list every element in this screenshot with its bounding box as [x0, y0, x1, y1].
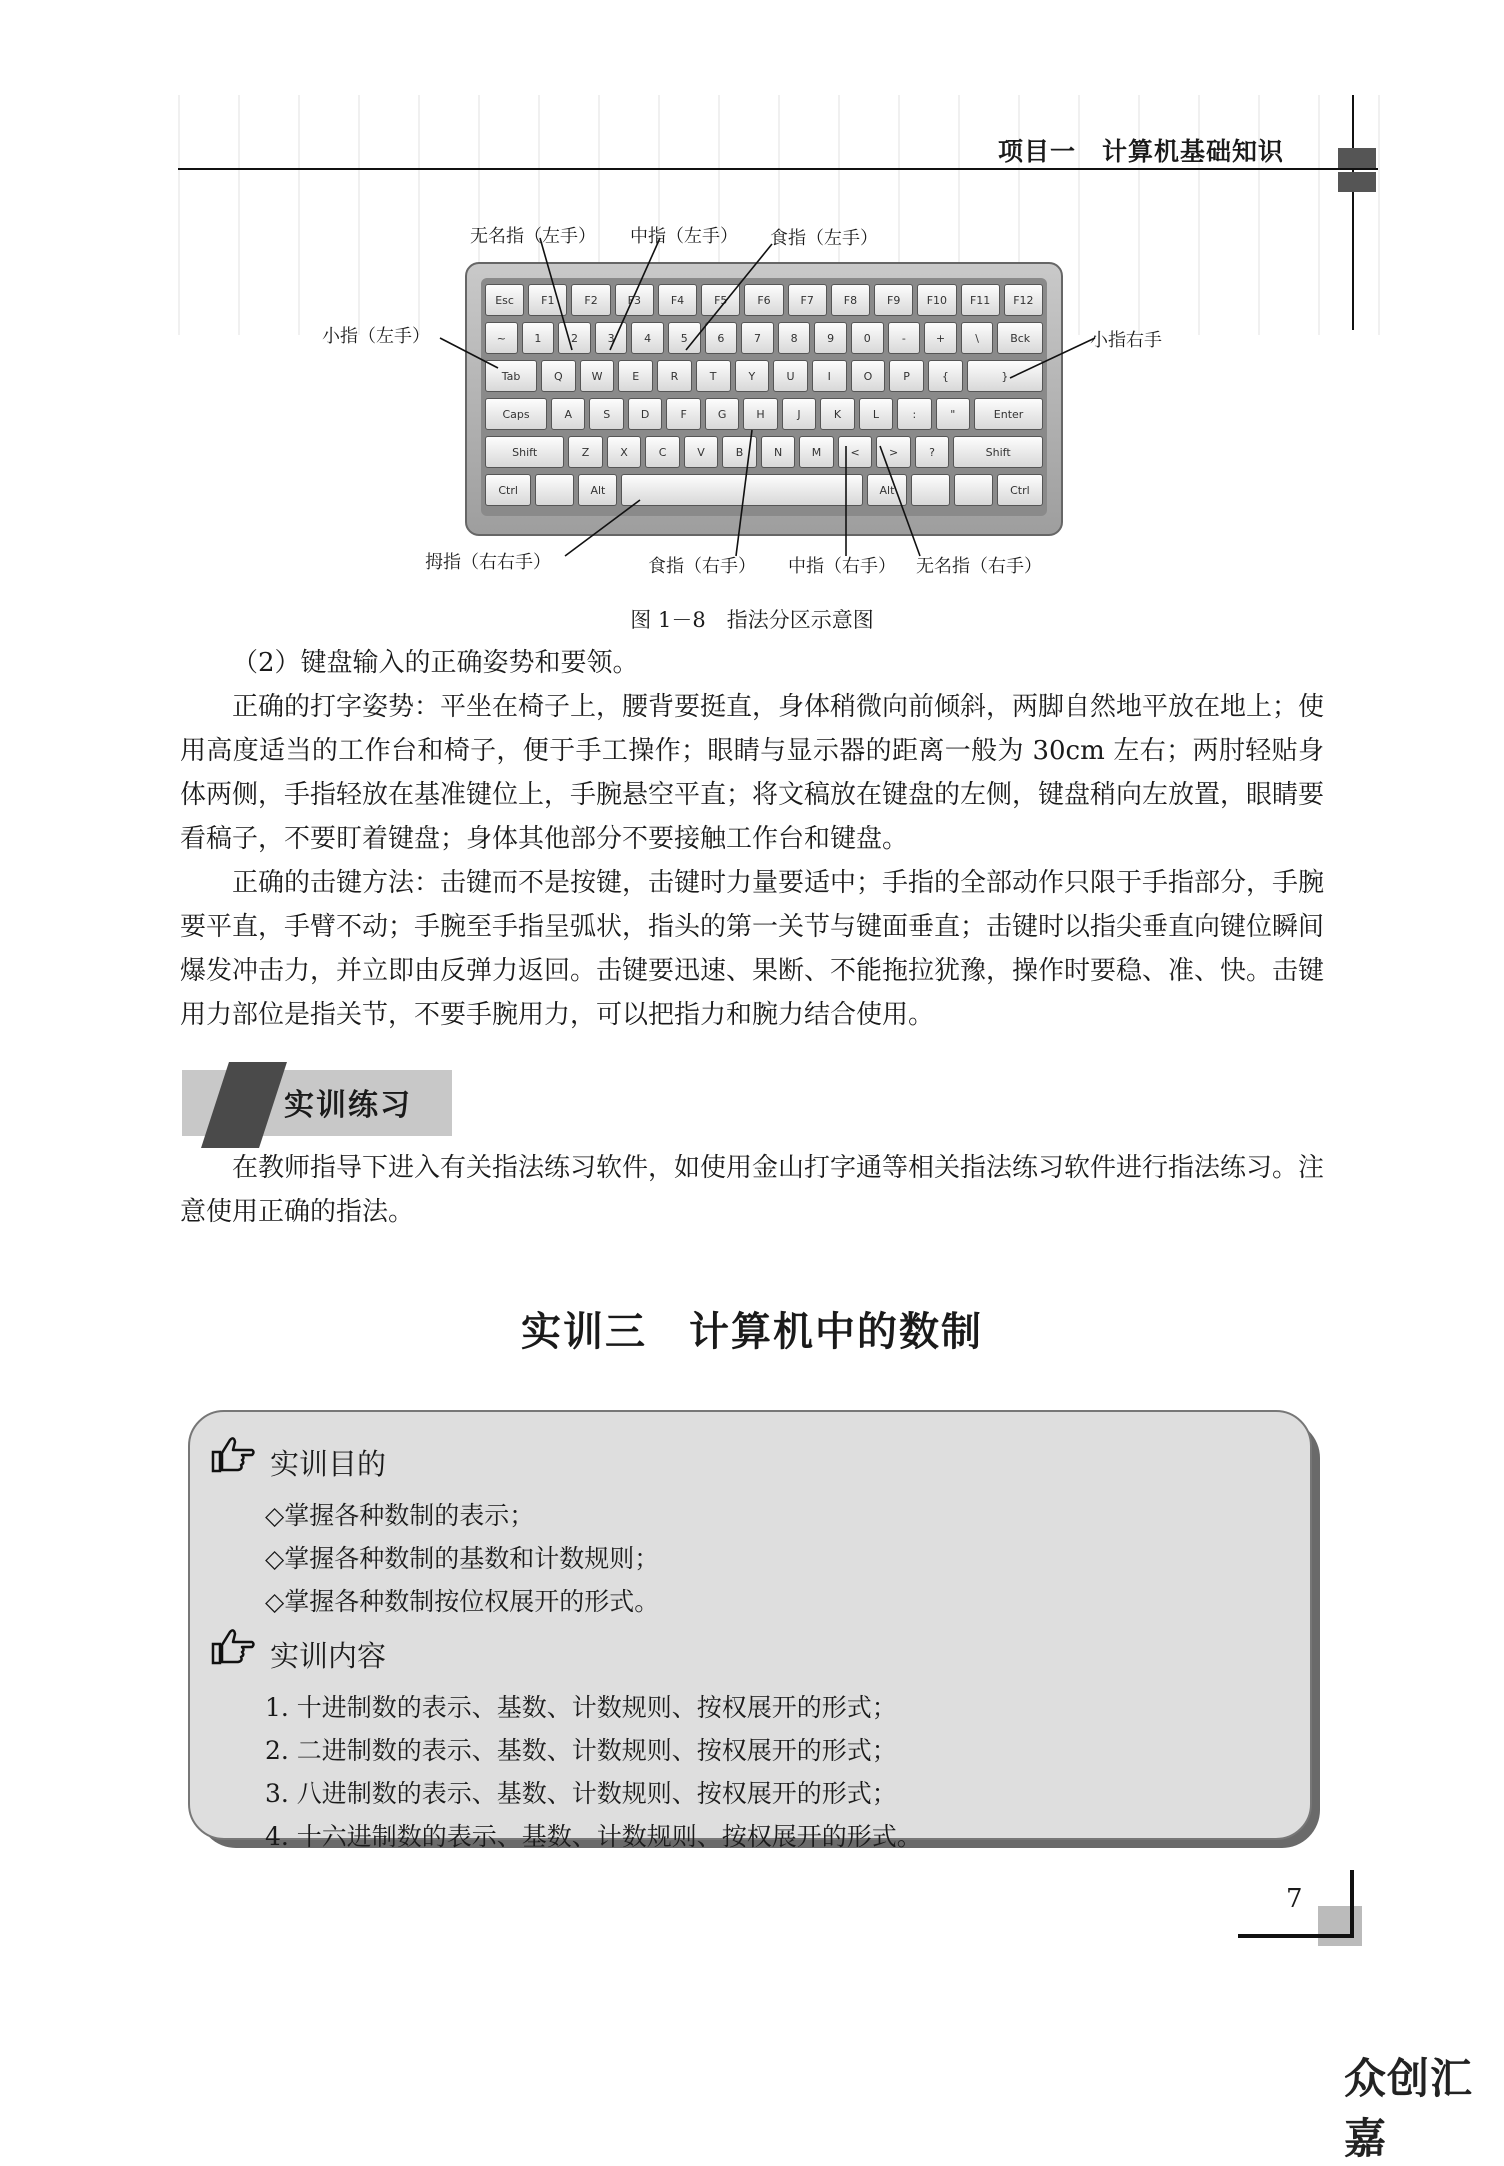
header-window-icon	[1338, 148, 1376, 168]
key-row4-3: D	[628, 398, 662, 430]
section-title: 实训三 计算机中的数制	[521, 1308, 983, 1355]
content-item-2: 2. 二进制数的表示、基数、计数规则、按权展开的形式；	[265, 1736, 897, 1765]
key-row1-8: F8	[831, 284, 870, 316]
label-thumb: 拇指（右右手）	[425, 552, 551, 573]
header-vertical-rule	[1352, 95, 1354, 330]
key-row4-7: J	[782, 398, 816, 430]
key-row3-12: }	[967, 360, 1043, 392]
key-row5-8: <	[838, 436, 872, 468]
key-row6-0: Ctrl	[485, 474, 531, 506]
key-row4-9: L	[859, 398, 893, 430]
label-index-right: 食指（右手）	[648, 556, 756, 577]
page-number: 7	[1286, 1884, 1303, 1914]
key-row4-5: G	[705, 398, 739, 430]
practice-banner-title: 实训练习	[284, 1088, 412, 1123]
watermark-logo: 众创汇嘉	[1344, 2054, 1474, 2163]
running-header: 项目一 计算机基础知识	[997, 137, 1284, 166]
label-index-left: 食指（左手）	[770, 228, 878, 249]
key-row6-1	[535, 474, 574, 506]
key-row2-10: 0	[851, 322, 884, 354]
key-row3-7: U	[773, 360, 808, 392]
key-row2-0: ~	[485, 322, 518, 354]
key-row5-4: V	[684, 436, 718, 468]
key-row3-3: E	[618, 360, 653, 392]
key-row5-6: N	[761, 436, 795, 468]
key-row6-2: Alt	[578, 474, 617, 506]
goal-item-3: ◇掌握各种数制按位权展开的形式。	[265, 1587, 660, 1616]
label-pinky-right: 小指右手	[1090, 330, 1162, 351]
practice-paragraph: 在教师指导下进入有关指法练习软件，如使用金山打字通等相关指法练习软件进行指法练习。注意使用正确的指法。	[180, 1153, 1325, 1227]
key-row5-11: Shift	[953, 436, 1043, 468]
key-row1-5: F5	[701, 284, 740, 316]
key-row3-9: O	[851, 360, 886, 392]
key-row3-4: R	[657, 360, 692, 392]
goal-item-2: ◇掌握各种数制的基数和计数规则；	[265, 1544, 660, 1573]
key-row3-2: W	[580, 360, 615, 392]
key-row1-4: F4	[658, 284, 697, 316]
paragraph-keystroke: 正确的击键方法：击键而不是按键，击键时力量要适中；手指的全部动作只限于手指部分，手腕要平直，手臂不动；手腕至手指呈弧状，指头的第一关节与键面垂直；击键时以指尖垂直向键位瞬间爆发冲击力，并立即由反弹力返回。击键要迅速、果断、不能拖拉犹豫，操作时要稳、准、快。击键用力部位是指关节，不要手腕用力，可以把指力和腕力结合使用。	[180, 868, 1325, 1030]
keyboard-figure	[465, 262, 1063, 536]
key-row4-0: Caps	[485, 398, 547, 430]
key-row1-12: F12	[1004, 284, 1043, 316]
key-row1-7: F7	[788, 284, 827, 316]
page-number-shadow	[1318, 1906, 1362, 1946]
page-number-rule-horizontal	[1238, 1934, 1354, 1938]
key-row6-3	[621, 474, 863, 506]
key-row2-13: \	[961, 322, 994, 354]
key-row2-11: -	[888, 322, 921, 354]
key-row2-5: 5	[668, 322, 701, 354]
key-row5-1: Z	[568, 436, 602, 468]
key-row2-12: +	[924, 322, 957, 354]
key-row4-10: :	[897, 398, 931, 430]
label-middle-right: 中指（右手）	[788, 556, 896, 577]
key-row2-14: Bck	[997, 322, 1043, 354]
key-row5-0: Shift	[485, 436, 564, 468]
key-row1-2: F2	[571, 284, 610, 316]
key-row6-5	[911, 474, 950, 506]
page-number-rule-vertical	[1350, 1870, 1354, 1938]
key-row4-4: F	[666, 398, 700, 430]
label-pinky-left: 小指（左手）	[322, 326, 430, 347]
key-row4-8: K	[820, 398, 854, 430]
content-item-4: 4. 十六进制数的表示、基数、计数规则、按权展开的形式。	[265, 1822, 922, 1851]
key-row6-4: Alt	[867, 474, 906, 506]
key-row5-2: X	[607, 436, 641, 468]
key-row5-7: M	[799, 436, 833, 468]
figure-caption: 图 1－8 指法分区示意图	[630, 608, 874, 632]
key-row4-11: "	[936, 398, 970, 430]
key-row2-9: 9	[814, 322, 847, 354]
key-row2-6: 6	[705, 322, 738, 354]
key-row2-1: 1	[522, 322, 555, 354]
label-middle-left: 中指（左手）	[630, 226, 738, 247]
key-row3-11: {	[928, 360, 963, 392]
key-row1-3: F3	[615, 284, 654, 316]
content-item-3: 3. 八进制数的表示、基数、计数规则、按权展开的形式；	[265, 1779, 897, 1808]
label-ring-left: 无名指（左手）	[470, 226, 596, 247]
key-row5-9: >	[876, 436, 910, 468]
paragraph-posture: 正确的打字姿势：平坐在椅子上，腰背要挺直，身体稍微向前倾斜，两脚自然地平放在地上；使用高度适当的工作台和椅子，便于手工操作；眼睛与显示器的距离一般为 30cm 左右；两肘轻贴身体两侧，手指轻放在基准键位上，手腕悬空平直；将文稿放在键盘的左侧，键盘稍向左放置，眼睛要看稿子，不要盯着键盘；身体其他部分不要接触工作台和键盘。	[180, 692, 1325, 854]
content-item-1: 1. 十进制数的表示、基数、计数规则、按权展开的形式；	[265, 1693, 897, 1722]
keyboard-body	[481, 278, 1047, 516]
key-row4-12: Enter	[974, 398, 1043, 430]
key-row3-0: Tab	[485, 360, 537, 392]
key-row3-6: Y	[735, 360, 770, 392]
key-row6-7: Ctrl	[997, 474, 1043, 506]
key-row2-4: 4	[631, 322, 664, 354]
key-row3-10: P	[889, 360, 924, 392]
pointing-hand-icon-2	[210, 1626, 256, 1666]
key-row4-6: H	[743, 398, 777, 430]
key-row1-10: F10	[917, 284, 956, 316]
key-row2-8: 8	[778, 322, 811, 354]
key-row3-1: Q	[541, 360, 576, 392]
label-ring-right: 无名指（右手）	[916, 556, 1042, 577]
pointing-hand-icon	[210, 1434, 256, 1474]
goal-item-1: ◇掌握各种数制的表示；	[265, 1501, 535, 1530]
key-row3-5: T	[696, 360, 731, 392]
goal-heading: 实训目的	[270, 1447, 387, 1481]
header-window-icon-lower	[1338, 172, 1376, 192]
key-row5-3: C	[645, 436, 679, 468]
key-row1-11: F11	[961, 284, 1000, 316]
key-row5-5: B	[722, 436, 756, 468]
key-row2-7: 7	[741, 322, 774, 354]
key-row5-10: ?	[915, 436, 949, 468]
key-row4-2: S	[589, 398, 623, 430]
key-row1-6: F6	[744, 284, 783, 316]
key-row1-0: Esc	[485, 284, 524, 316]
key-row2-2: 2	[558, 322, 591, 354]
paragraph-heading: （2）键盘输入的正确姿势和要领。	[232, 648, 639, 678]
key-row4-1: A	[551, 398, 585, 430]
key-row3-8: I	[812, 360, 847, 392]
key-row6-6	[954, 474, 993, 506]
key-row2-3: 3	[595, 322, 628, 354]
header-rule	[178, 168, 1378, 170]
key-row1-1: F1	[528, 284, 567, 316]
key-row1-9: F9	[874, 284, 913, 316]
content-heading: 实训内容	[270, 1639, 387, 1673]
